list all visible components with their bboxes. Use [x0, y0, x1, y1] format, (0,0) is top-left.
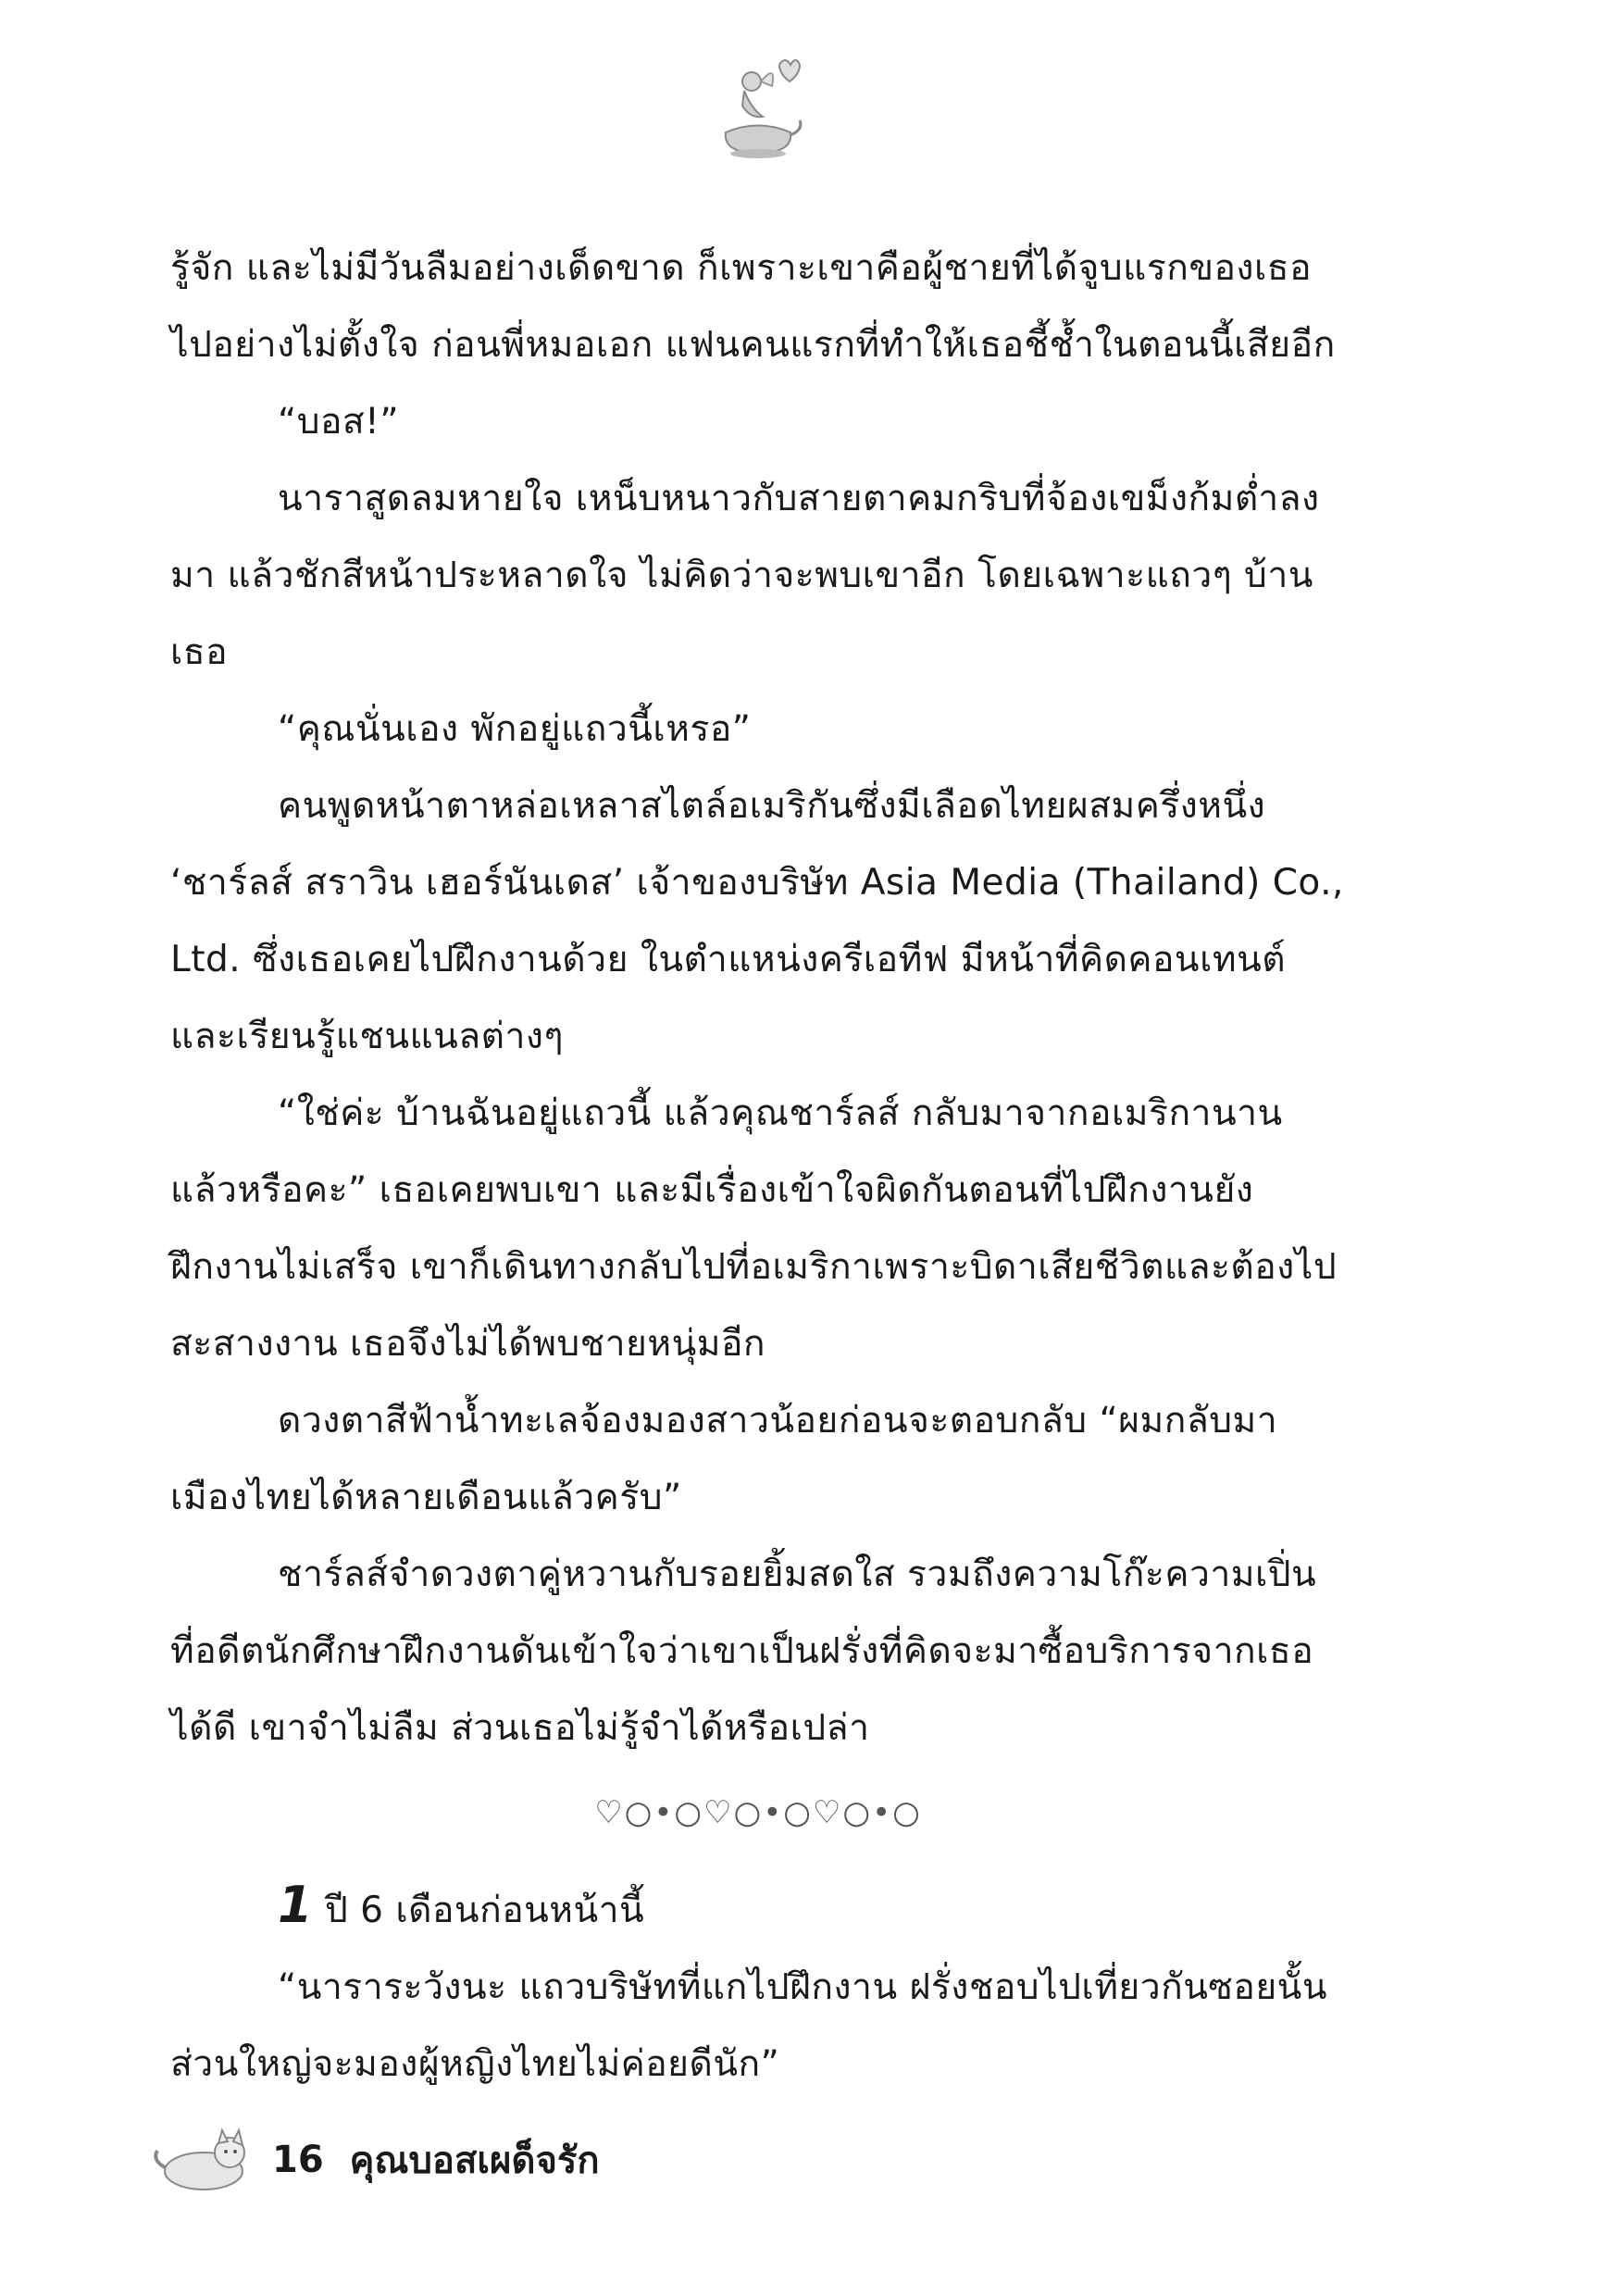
page-body — [170, 230, 1346, 2103]
paragraph: “นาราระวังนะ แถวบริษัทที่แกไปฝึกงาน ฝรั่งชอบไปเที่ยวกันซอยนั้น ส่วนใหญ่จะมองผู้หญิงไทยไม่ค่อยดีนัก” — [170, 1966, 1328, 2085]
paragraph: นาราสูดลมหายใจ เหน็บหนาวกับสายตาคมกริบที่จ้องเขม็งก้มต่ำลงมา แล้วชักสีหน้าประหลาดใจ ไม่คิดว่าจะพบเขาอีก โดยเฉพาะแถวๆ บ้านเธอ — [170, 478, 1320, 673]
section-heading-number: 1 — [278, 1876, 314, 1934]
page-footer — [148, 2118, 796, 2202]
section-divider: ♡○•○♡○•○♡○•○ — [594, 1794, 922, 1831]
cupid-teapot-ornament-icon — [707, 44, 809, 165]
paragraph: คนพูดหน้าตาหล่อเหลาสไตล์อเมริกันซึ่งมีเลือดไทยผสมครึ่งหนึ่ง ‘ชาร์ลส์ สราวิน เฮอร์นันเดส’ เจ้าของบริษัท Asia Media (Thailand) Co., Ltd. ซึ่งเธอเคยไปฝึกงานด้วย ในตำแหน่งครีเอทีฟ มีหน้าที่คิดคอนเทนต์และเรียนรู้แชนแนลต่างๆ — [170, 785, 1344, 1057]
page-number: 16 — [272, 2139, 324, 2181]
cat-icon — [148, 2123, 259, 2197]
paragraph: “บอส!” — [278, 401, 400, 443]
paragraph: “ใช่ค่ะ บ้านฉันอยู่แถวนี้ แล้วคุณชาร์ลส์ กลับมาจากอเมริกานานแล้วหรือคะ” เธอเคยพบเขา และมีเรื่องเข้าใจผิดกันตอนที่ไปฝึกงานยังฝึกงานไม่เสร็จ เขาก็เดินทางกลับไปที่อเมริกาเพราะบิดาเสียชีวิตและต้องไปสะสางงาน เธอจึงไม่ได้พบชายหนุ่มอีก — [170, 1092, 1338, 1365]
paragraph: ดวงตาสีฟ้าน้ำทะเลจ้องมองสาวน้อยก่อนจะตอบกลับ “ผมกลับมาเมืองไทยได้หลายเดือนแล้วครับ” — [170, 1400, 1278, 1518]
section-heading — [170, 1866, 1346, 1949]
book-title: คุณบอสเผด็จรัก — [349, 2140, 600, 2182]
paragraph: “คุณนั่นเอง พักอยู่แถวนี้เหรอ” — [278, 708, 752, 750]
paragraph: ชาร์ลส์จำดวงตาคู่หวานกับรอยยิ้มสดใส รวมถึงความโก๊ะความเปิ่น ที่อดีตนักศึกษาฝึกงานดันเข้าใจว่าเขาเป็นฝรั่งที่คิดจะมาซื้อบริการจากเธอได้ดี เขาจำไม่ลืม ส่วนเธอไม่รู้จำได้หรือเปล่า — [170, 1554, 1317, 1749]
paragraph: รู้จัก และไม่มีวันลืมอย่างเด็ดขาด ก็เพราะเขาคือผู้ชายที่ได้จูบแรกของเธอไปอย่างไม่ตั้งใจ ก่อนพี่หมอเอก แฟนคนแรกที่ทำให้เธอชี้ช้ำในตอนนี้เสียอีก — [170, 247, 1336, 366]
section-heading-text: ปี 6 เดือนก่อนหน้านี้ — [313, 1890, 645, 1931]
